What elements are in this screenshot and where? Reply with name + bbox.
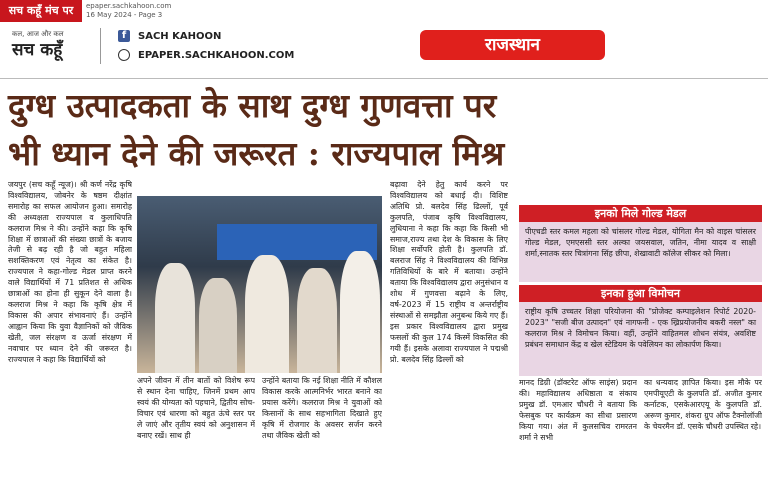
article-col6: का धन्यवाद ज्ञापित किया। इस मौके पर एमपीयूएटी के कुलपति डॉ. अजीत कुमार कर्नाटक, एसकेआरएयू के कुलपति डॉ. अरूण कुमार, शंकरा ग्रुप ऑफ टैक्नोलॉजी के चेयरमैन डॉ. एसके चौधरी उपस्थित रहे। (644, 378, 762, 431)
site-logo[interactable]: सच कहूँ मंच पर (0, 0, 82, 22)
article-col4: बढ़ावा देने हेतु कार्य करने पर विश्वविद्यालय को बधाई दी। विशिष्ट अतिथि प्रो. बलदेव सिंह ढिल्लों, पूर्व कुलपति, पंजाब कृषि विश्वविद्यालय, लुधियाना ने कहा कि कहा कि किसी भी समाज,राज्य तथा देश के विकास के लिए शिक्षा सर्वोपरि होती है। कुलपति डॉ. बलराज सिंह ने विश्वविद्यालय की विभिन्न गतिविधियों के बारे में बताया। उन्होंने बताया कि विश्वविद्यालय द्वारा अनुसंधान व शोध में गुणवत्ता बढ़ाने के लिए, वर्ष-2023 में 15 राष्ट्रीय व अन्तर्राष्ट्रीय संस्थाओं से समझौता अनुबन्ध किये गए हैं। इस प्रकार विश्वविद्यालय द्वारा प्रमुख फसलों की कुल 174 किस्में विकसित की गयी हैं। इसके अलावा राज्यपाल ने पद्मश्री प्रो. बलदेव सिंह ढिल्लों को (390, 180, 508, 364)
headline-line2: भी ध्यान देने की जरूरत : राज्यपाल मिश्र (8, 134, 505, 173)
headline-line1: दुग्ध उत्पादकता के साथ दुग्ध गुणवत्ता पर (8, 86, 497, 125)
header-rule (0, 78, 768, 79)
article-col3: उन्होंने बताया कि नई शिक्षा नीति में कौशल विकास करके आत्मनिर्भर भारत बनाने का प्रयास करेंगे। कलराज मिश्र ने युवाओं को किसानों के साथ सहभागिता दिखाते हुए कृषि में रोजगार के अवसर सर्जन करने तथा जैविक खेती को (262, 376, 382, 440)
masthead-divider (100, 28, 101, 64)
article-col5: मानद डिग्री (डॉक्टरेट ऑफ साइंस) प्रदान की। महाविद्यालय अधिष्ठाता व संकाय प्रमुख डॉ. एमआर चौधरी ने बताया कि फेसबुक पर कार्यक्रम का सीधा प्रसारण किया गया। अंत में कुलसचिव रामरतन शर्मा ने सभी (519, 378, 637, 442)
brand-tagline: कल, आज और कल (12, 30, 64, 38)
date-page: 16 May 2024 - Page 3 (86, 11, 163, 19)
facebook-icon[interactable]: f (118, 30, 130, 42)
section-badge[interactable]: राजस्थान (420, 30, 605, 60)
globe-icon (118, 49, 130, 61)
facebook-label[interactable]: SACH KAHOON (138, 31, 222, 42)
article-col1: जयपुर (सच कहूँ न्यूज)। श्री कर्ण नरेंद्र कृषि विश्वविद्यालय, जोबनेर के षष्ठम दीक्षांत समारोह का सफल आयोजन हुआ। समारोह की अध्यक्षता राज्यपाल व कुलाधिपति कलराज मिश्र ने की। उन्होंने कहा कि कृषि शिक्षा में छात्राओं की संख्या छात्रों के बजाय तेजी से बढ़ रही है जो बहुत महिला सशक्तिकरण एवं नेतृत्व का संकेत है। राज्यपाल ने कहा-गोल्ड मेडल प्राप्त करने वाले विद्यार्थियों में 71 प्रतिशत से अधिक छात्राओं का होना ही सुकून देने वाला है। कलराज मिश्र ने कहा कि कृषि क्षेत्र में विकास की अपार संभावनाएं हैं। उन्होंने आह्वान किया कि युवा वैज्ञानिकों को जैविक खेती, जल संरक्षण व ऊर्जा संरक्षण में नवाचार पर ध्यान देने की जरूरत है। राज्यपाल ने कहा कि विद्यार्थियों को (8, 180, 132, 364)
photo-person (155, 263, 195, 373)
photo-person (245, 255, 289, 373)
brand-name: सच कहूँ (12, 40, 63, 60)
release-box (519, 285, 762, 376)
release-box-title: इनका हुआ विमोचन (519, 285, 762, 302)
article-col2: अपने जीवन में तीन बातों को विशेष रूप से स्थान देना चाहिए, जिनमें प्रथम आप स्वयं की योग्यता को पहचाने, द्वितीय सोच-विचार एवं धारणा को बहुत ऊंचे स्तर पर ले जाएं और तृतीय स्वयं को अनुशासन में बनाए रखें। साथ ही (137, 376, 255, 440)
headline (8, 82, 760, 178)
medal-box (519, 205, 762, 282)
photo-person (199, 278, 237, 373)
medal-box-text: पीएचडी स्तर कमल महला को चांसलर गोल्ड मेडल, योगिता मैन को वाइस चांसलर गोल्ड मेडल, एमएससी स्तर अल्का जयसवाल, जतिन, नीमा यादव व साक्षी शर्मा,स्नातक स्तर चित्रांगना सिंह छीपा, शेखावाटी कॉलेज सीकर को मिला। (519, 222, 762, 282)
photo-person (297, 268, 337, 373)
web-label[interactable]: EPAPER.SACHKAHOON.COM (138, 50, 295, 61)
medal-box-title: इनको मिले गोल्ड मेडल (519, 205, 762, 222)
photo-person (340, 251, 380, 373)
site-url[interactable]: epaper.sachkahoon.com (86, 2, 172, 10)
release-box-text: राष्ट्रीय कृषि उच्चतर शिक्षा परियोजना की "प्रोजेक्ट कम्पाइलेशन रिपोर्ट 2020-2023" "सजी बीज उत्पादन" एवं नागफनी - एक ख्रिप्रयोजनीय बकरी नस्ल" का कलराज मिश्र ने विमोचन किया। वहीं, उन्होंने वाहितमल शोधन संयंत्र, अवशिष्ट प्रबंधन समाधान केंद्र व खेल स्टेडियम के पवेलियन का लोकार्पण किया। (519, 302, 762, 376)
ceremony-photo (137, 196, 382, 373)
